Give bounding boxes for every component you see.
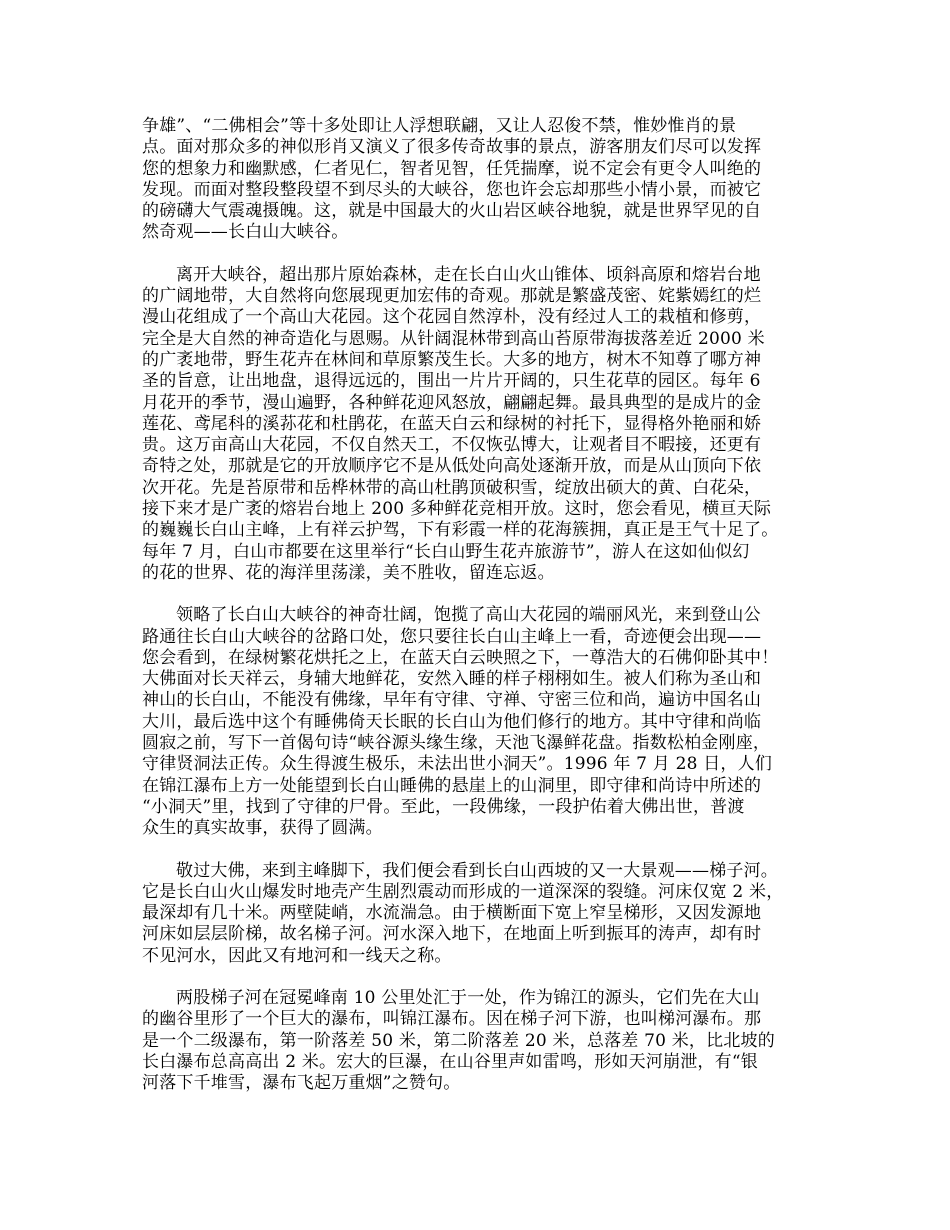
text-line: 离开大峡谷，超出那片原始森林，走在长白山火山锥体、顷斜高原和熔岩台地 (176, 264, 761, 285)
paragraph (142, 116, 818, 244)
text-line: 次开花。先是苔原带和岳桦林带的高山杜鹃顶破积雪，绽放出硕大的黄、白花朵， (142, 477, 762, 498)
text-line: 长白瀑布总高高出 2 米。宏大的巨瀑，在山谷里声如雷鸣，形如天河崩泄，有“银 (142, 1051, 758, 1072)
paragraph-gap (142, 244, 818, 265)
text-line: 不见河水，因此又有地河和一线天之称。 (142, 945, 452, 966)
text-line: 河床如层层阶梯，故名梯子河。河水深入地下，在地面上听到振耳的涛声，却有时 (142, 924, 762, 945)
text-line: 然奇观——长白山大峡谷。 (142, 222, 349, 243)
text-line: 的花的世界、花的海洋里荡漾，美不胜收，留连忘返。 (142, 562, 555, 583)
text-line: 莲花、鸢尾科的溪荪花和杜鹃花，在蓝天白云和绿树的衬托下，显得格外艳丽和娇 (142, 413, 762, 434)
text-line: 月花开的季节，漫山遍野，各种鲜花迎风怒放，翩翩起舞。最具典型的是成片的金 (142, 392, 762, 413)
text-line: “小洞天”里，找到了守律的尸骨。至此，一段佛缘，一段护佑着大佛出世，普渡 (142, 796, 745, 817)
text-line: 众生的真实故事，获得了圆满。 (142, 818, 383, 839)
text-line: 两股梯子河在冠冕峰南 10 公里处汇于一处，作为锦江的源头，它们先在大山 (176, 987, 760, 1008)
text-line: 的巍巍长白山主峰，上有祥云护驾，下有彩霞一样的花海簇拥，真正是王气十足了。 (142, 520, 779, 541)
text-line: 守律贤洞法正传。众生得渡生极乐，未法出世小洞天”。1996 年 7 月 28 日，人们 (142, 754, 773, 775)
text-line: 的磅礴大气震魂摄魄。这，就是中国最大的火山岩区峡谷地貌，就是世界罕见的自 (142, 201, 762, 222)
text-line: 的广袤地带，野生花卉在林间和草原繁茂生长。大多的地方，树木不知尊了哪方神 (142, 349, 762, 370)
text-line: 敬过大佛，来到主峰脚下，我们便会看到长白山西坡的又一大景观——梯子河。 (176, 860, 778, 881)
paragraph (142, 605, 818, 839)
paragraph (142, 988, 818, 1094)
text-line: 在锦江瀑布上方一处能望到长白山睡佛的悬崖上的山洞里，即守律和尚诗中所述的 (142, 775, 762, 796)
paragraph (142, 861, 818, 967)
text-line: 漫山花组成了一个高山大花园。这个花园自然淳朴，没有经过人工的栽植和修剪， (142, 307, 762, 328)
text-line: 发现。而面对整段整段望不到尽头的大峡谷，您也许会忘却那些小情小景，而被它 (142, 179, 762, 200)
text-line: 完全是大自然的神奇造化与恩赐。从针阔混林带到高山苔原带海拔落差近 2000 米 (142, 328, 765, 349)
text-line: 大川，最后选中这个有睡佛倚天长眠的长白山为他们修行的地方。其中守律和尚临 (142, 711, 762, 732)
paragraph-gap (142, 584, 818, 605)
document-page (142, 116, 818, 1094)
text-line: 神山的长白山，不能没有佛缘，早年有守律、守禅、守密三位和尚，遍访中国名山 (142, 690, 762, 711)
text-line: 接下来才是广袤的熔岩台地上 200 多种鲜花竞相开放。这时，您会看见，横亘天际 (142, 499, 772, 520)
text-line: 的幽谷里形了一个巨大的瀑布，叫锦江瀑布。因在梯子河下游，也叫梯河瀑布。那 (142, 1009, 762, 1030)
text-line: 每年 7 月，白山市都要在这里举行“长白山野生花卉旅游节”，游人在这如仙似幻 (142, 541, 750, 562)
text-line: 圣的旨意，让出地盘，退得远远的，围出一片片开阔的，只生花草的园区。每年 6 (142, 371, 761, 392)
paragraph (142, 265, 818, 584)
text-line: 圆寂之前，写下一首偈句诗“峡谷源头缘生缘，天池飞瀑鲜花盘。指数松柏金刚座， (142, 733, 771, 754)
text-line: 是一个二级瀑布，第一阶落差 50 米，第二阶落差 20 米，总落差 70 米，比北坡的 (142, 1030, 775, 1051)
text-line: 您的想象力和幽默感，仁者见仁，智者见智，任凭揣摩，说不定会有更令人叫绝的 (142, 158, 762, 179)
text-line: 的广阔地带，大自然将向您展现更加宏伟的奇观。那就是繁盛茂密、姹紫嫣红的烂 (142, 286, 762, 307)
text-line: 河落下千堆雪，瀑布飞起万重烟”之赞句。 (142, 1073, 461, 1094)
text-line: 争雄”、“二佛相会”等十多处即让人浮想联翩，又让人忍俊不禁，惟妙惟肖的景 (142, 116, 737, 136)
text-line: 点。面对那众多的神似形肖又演义了很多传奇故事的景点，游客朋友们尽可以发挥 (142, 137, 762, 158)
text-line: 奇特之处，那就是它的开放顺序它不是从低处向高处逐渐开放，而是从山顶向下依 (142, 456, 762, 477)
text-line: 它是长白山火山爆发时地壳产生剧烈震动而形成的一道深深的裂缝。河床仅宽 2 米， (142, 881, 784, 902)
text-line: 您会看到，在绿树繁花烘托之上，在蓝天白云映照之下，一尊浩大的石佛仰卧其中！ (142, 647, 779, 668)
text-line: 路通往长白山大峡谷的岔路口处，您只要往长白山主峰上一看，奇迹便会出现—— (142, 626, 762, 647)
paragraph-gap (142, 967, 818, 988)
text-line: 最深却有几十米。两壁陡峭，水流湍急。由于横断面下宽上窄呈梯形，又因发源地 (142, 903, 762, 924)
text-line: 贵。这万亩高山大花园，不仅自然天工，不仅恢弘博大，让观者目不暇接，还更有 (142, 435, 762, 456)
text-line: 大佛面对长天祥云，身辅大地鲜花，安然入睡的样子栩栩如生。被人们称为圣山和 (142, 669, 762, 690)
text-line: 领略了长白山大峡谷的神奇壮阔，饱揽了高山大花园的端丽风光，来到登山公 (176, 605, 761, 626)
paragraph-gap (142, 840, 818, 861)
